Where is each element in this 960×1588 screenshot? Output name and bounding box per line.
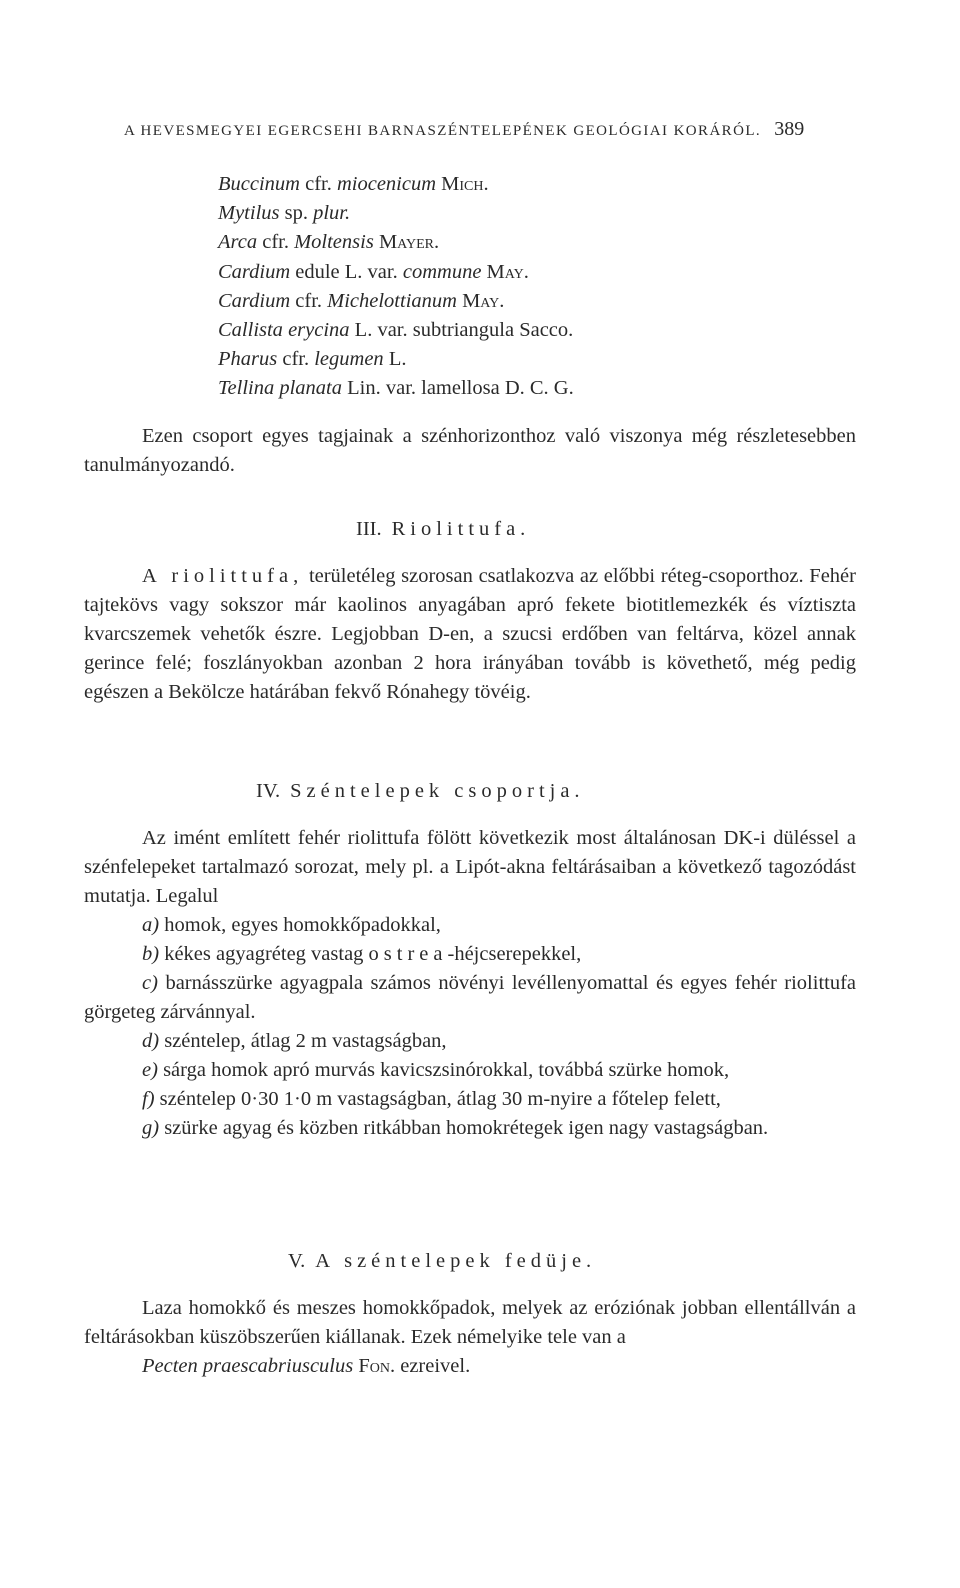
species-author: Fon. [358,1355,396,1377]
qualifier: cfr. [282,348,310,371]
section-number: III. [356,518,382,540]
genus: Cardium [218,289,291,312]
list-item [84,969,856,1027]
epithet: miocenicum [336,173,437,195]
item-label: c) [142,972,158,994]
item-text: homok, egyes homokkőpadokkal, [164,914,441,936]
qualifier: cfr. [305,173,332,195]
genus: Mytilus [218,202,280,225]
epithet: erycina [288,318,350,341]
item-text: sárga homok apró murvás kavicszsinórokkal, továbbá szürke homok, [163,1059,730,1081]
relation-paragraph [84,422,856,480]
qualifier: cfr. [295,289,323,312]
author: Mich. [441,173,489,195]
list-item [84,1114,856,1143]
section-heading-3 [356,518,530,541]
species-item [218,287,738,316]
item-label: g) [142,1117,160,1139]
riolittufa-paragraph [84,562,856,707]
item-label: b) [142,943,160,965]
species-item [218,316,738,345]
species-list [218,170,738,404]
species-item [218,199,738,228]
cover-tail: ezreivel. [400,1355,471,1377]
cover-text: Laza homokkő és meszes homokkőpadok, melyek az eróziónak jobban ellentállván a feltárásokban küszöbszerűen kiállanak. Ezek némelyike tele van a [84,1297,856,1348]
author: Mayer. [378,231,440,254]
list-item [84,1056,856,1085]
species-name: Pecten praescabriusculus [142,1355,354,1377]
item-text: barnásszürke agyagpala számos növényi levéllenyomattal és egyes fehér riolittufa görgeteg zárvánnyal. [84,972,857,1023]
layers-intro [84,824,856,911]
item-text: széntelep, átlag 2 m vastagságban, [164,1030,447,1052]
item-text: szürke agyag és közben ritkábban homokrétegek igen nagy vastagságban. [164,1117,769,1139]
author: L. [388,348,407,371]
list-item [84,911,856,940]
page-number: 389 [774,118,805,140]
genus: Tellina [218,377,275,400]
section-title: Széntelepek csoportja. [290,780,585,802]
epithet: legumen [314,348,384,371]
species-item [218,258,738,287]
list-item [84,1027,856,1056]
list-item [84,940,856,969]
qualifier: cfr. [262,231,289,254]
item-label: d) [142,1030,160,1052]
genus: Buccinum [218,173,300,195]
intro-text: Az imént említett fehér riolittufa fölött következik most általánosan DK-i düléssel a szénfelepeket tartalmazó sorozat, mely pl. a Lipót-akna feltárásaiban a következő tagozódást mutatja. Legalul [84,827,856,907]
species-item [218,228,738,257]
item-spaced-term: ostrea [368,943,448,965]
genus: Pharus [218,348,278,371]
genus: Cardium [218,260,291,283]
item-label: e) [142,1059,158,1081]
item-label: a) [142,914,160,936]
relation-text: Ezen csoport egyes tagjainak a szénhorizonthoz való viszonya még részletesebben tanulmányozandó. [84,425,856,476]
author: Lin. var. lamellosa D. C. G. [347,377,574,400]
running-header [124,118,880,141]
author: May. [462,289,505,312]
species-item [218,345,738,374]
cover-paragraph [84,1294,856,1381]
section-heading-5 [288,1250,596,1273]
section-title: A széntelepek fedüje. [315,1250,597,1272]
qualifier: edule L. var. [295,260,398,283]
riolittufa-body: területéleg szorosan csatlakozva az előbbi réteg-csoporthoz. Fehér tajtekövs vagy sokszor már kaolinos anyagában apró fekete biotitlemezkék és víztiszta kvarcszemek vehetők észre. Legjobban D-en, a szucsi erdőben van feltárva, közel annak gerince felé; foszlányokban azonban 2 hora irányában tovább is követhető, még pedig egészen a Bekölcze határában fekvő Rónahegy tövéig. [84,565,856,703]
section-number: IV. [256,780,281,802]
lead-term: A riolittufa, [142,565,304,587]
epithet: Michelottianum [327,289,457,312]
qualifier: sp. [284,202,308,225]
list-item [84,1085,856,1114]
item-text-tail: -héjcserepekkel, [447,943,582,965]
epithet: commune [402,260,482,283]
epithet: Moltensis [294,231,374,254]
running-title: A HEVESMEGYEI EGERCSEHI BARNASZÉNTELEPÉNEK GEOLÓGIAI KORÁRÓL. [124,123,762,139]
epithet: plur. [313,202,351,225]
cover-last-line [84,1352,856,1381]
section-title: Riolittufa. [391,518,531,540]
species-item [218,374,738,403]
cover-body [84,1294,856,1352]
genus: Arca [218,231,258,254]
author: L. var. subtriangula Sacco. [354,318,574,341]
layers-paragraph [84,824,856,1143]
species-item [218,170,738,199]
section-number: V. [288,1250,306,1272]
epithet: planata [279,377,342,400]
item-text: kékes agyagréteg vastag [164,943,364,965]
item-text: széntelep 0·30 1·0 m vastagságban, átlag 30 m-nyire a főtelep felett, [159,1088,721,1110]
item-label: f) [142,1088,155,1110]
author: May. [486,260,529,283]
genus: Callista [218,318,283,341]
section-heading-4 [256,780,585,803]
